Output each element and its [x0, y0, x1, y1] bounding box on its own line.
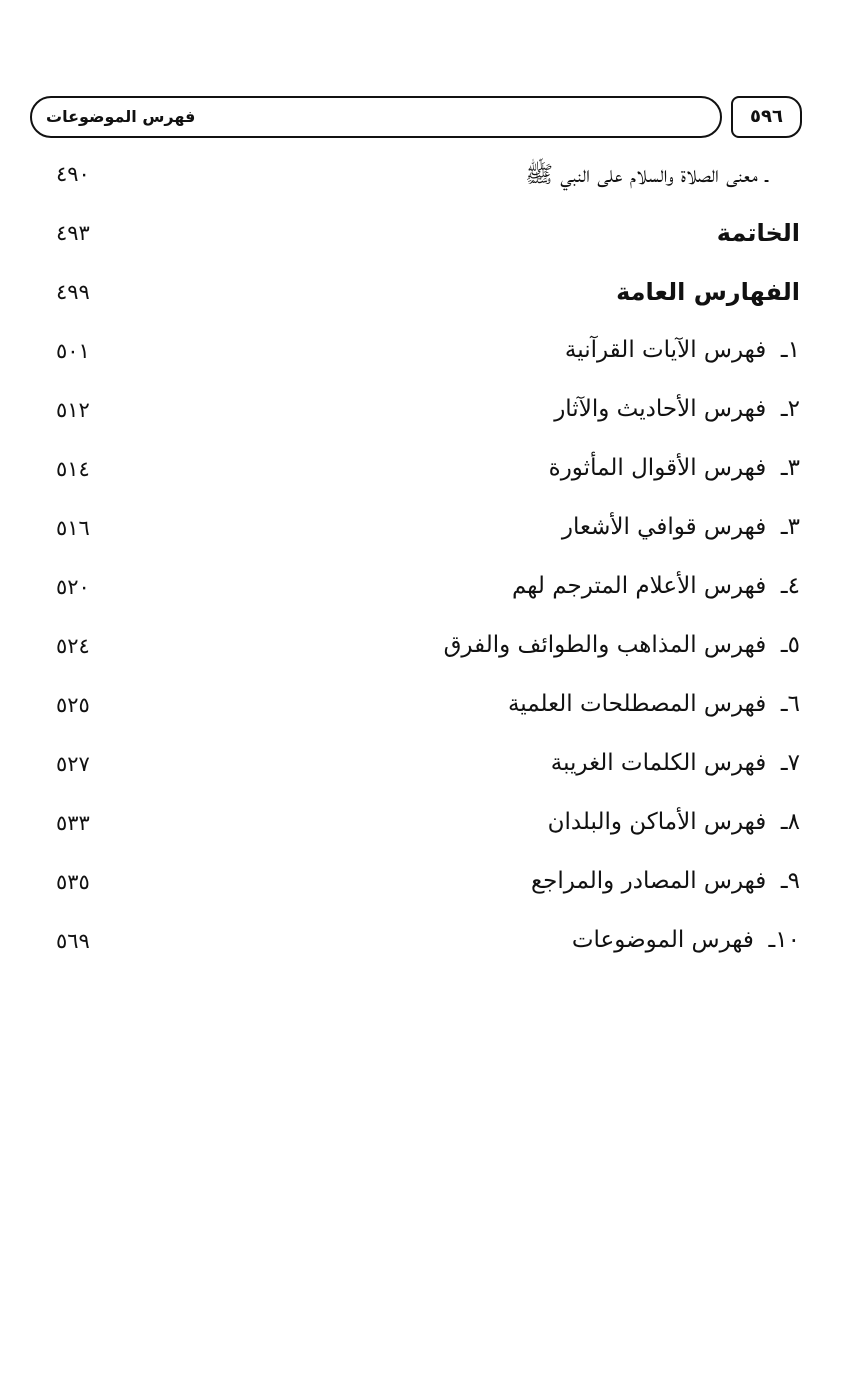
toc-entry-number: ٣ـ [780, 514, 800, 540]
toc-entry-number: ١٠ـ [768, 927, 800, 953]
toc-entry-page: ٤٩٠ [56, 162, 90, 186]
toc-entry-label: فهرس الآيات القرآنية [564, 337, 767, 363]
toc-entry-label: الفهارس العامة [616, 278, 800, 306]
toc-entry-title [444, 632, 800, 658]
toc-entry-page: ٥١٦ [56, 516, 90, 540]
toc-entry-label: فهرس الأعلام المترجم لهم [512, 573, 767, 599]
toc-heading [50, 209, 800, 268]
toc-entry [50, 563, 800, 622]
table-of-contents [50, 150, 800, 976]
toc-entry-label: فهرس المصادر والمراجع [530, 868, 767, 894]
toc-entry [50, 858, 800, 917]
toc-entry-page: ٥٦٩ [56, 929, 90, 953]
toc-entry-number: ١ـ [780, 337, 800, 363]
toc-entry [50, 445, 800, 504]
toc-entry-label: فهرس الموضوعات [571, 927, 754, 953]
toc-entry-page: ٥٣٣ [56, 811, 90, 835]
toc-entry-page: ٥٢٧ [56, 752, 90, 776]
toc-entry-title [512, 573, 800, 599]
toc-entry-number: ٦ـ [780, 691, 800, 717]
toc-entry-title [525, 160, 768, 194]
toc-entry-number: ٨ـ [780, 809, 800, 835]
toc-entry-page: ٥٢٠ [56, 575, 90, 599]
toc-entry [50, 622, 800, 681]
toc-entry-number: ٣ـ [780, 455, 800, 481]
toc-entry [50, 799, 800, 858]
toc-entry-page: ٥٢٥ [56, 693, 90, 717]
toc-entry-page: ٥٢٤ [56, 634, 90, 658]
toc-entry-label: ـ معنى الصلاة والسلام على النبي ﷺ [525, 162, 768, 188]
toc-entry-page: ٤٩٣ [56, 221, 90, 245]
toc-entry-title [554, 396, 800, 422]
toc-entry-label: الخاتمة [716, 219, 800, 247]
toc-entry-label: فهرس المصطلحات العلمية [507, 691, 767, 717]
toc-entry-page: ٥١٤ [56, 457, 90, 481]
toc-entry [50, 504, 800, 563]
toc-heading [50, 268, 800, 327]
toc-entry-page: ٥٣٥ [56, 870, 90, 894]
toc-entry-number: ٩ـ [780, 868, 800, 894]
toc-entry-number: ٤ـ [780, 573, 800, 599]
toc-entry-page: ٥٠١ [56, 339, 90, 363]
toc-entry-title [616, 278, 800, 306]
toc-entry [50, 917, 800, 976]
toc-entry [50, 386, 800, 445]
toc-entry-label: فهرس المذاهب والطوائف والفرق [443, 632, 767, 658]
toc-entry [50, 150, 800, 209]
toc-entry-title [562, 514, 800, 540]
toc-entry-page: ٥١٢ [56, 398, 90, 422]
toc-entry-number: ٢ـ [780, 396, 800, 422]
toc-entry-number: ٥ـ [780, 632, 800, 658]
toc-entry-title [508, 691, 800, 717]
running-header [30, 96, 802, 142]
toc-entry-label: فهرس الكلمات الغريبة [550, 750, 767, 776]
toc-entry-label: فهرس الأماكن والبلدان [547, 809, 767, 835]
toc-entry-title [717, 219, 800, 247]
page-number-frame [731, 96, 802, 138]
toc-entry-title [565, 337, 800, 363]
toc-entry [50, 681, 800, 740]
page-number: ٥٩٦ [750, 106, 783, 127]
toc-entry-title [551, 750, 800, 776]
toc-entry-title [549, 455, 800, 481]
toc-entry-label: فهرس الأحاديث والآثار [554, 396, 767, 422]
running-title: فهرس الموضوعات [46, 107, 196, 126]
running-title-frame [30, 96, 722, 138]
toc-entry-title [548, 809, 800, 835]
toc-entry-label: فهرس قوافي الأشعار [561, 514, 767, 540]
toc-entry-title [531, 868, 800, 894]
toc-entry [50, 740, 800, 799]
toc-entry-page: ٤٩٩ [56, 280, 90, 304]
toc-entry-number: ٧ـ [780, 750, 800, 776]
toc-entry-label: فهرس الأقوال المأثورة [548, 455, 767, 481]
toc-entry [50, 327, 800, 386]
toc-entry-title [572, 927, 800, 953]
